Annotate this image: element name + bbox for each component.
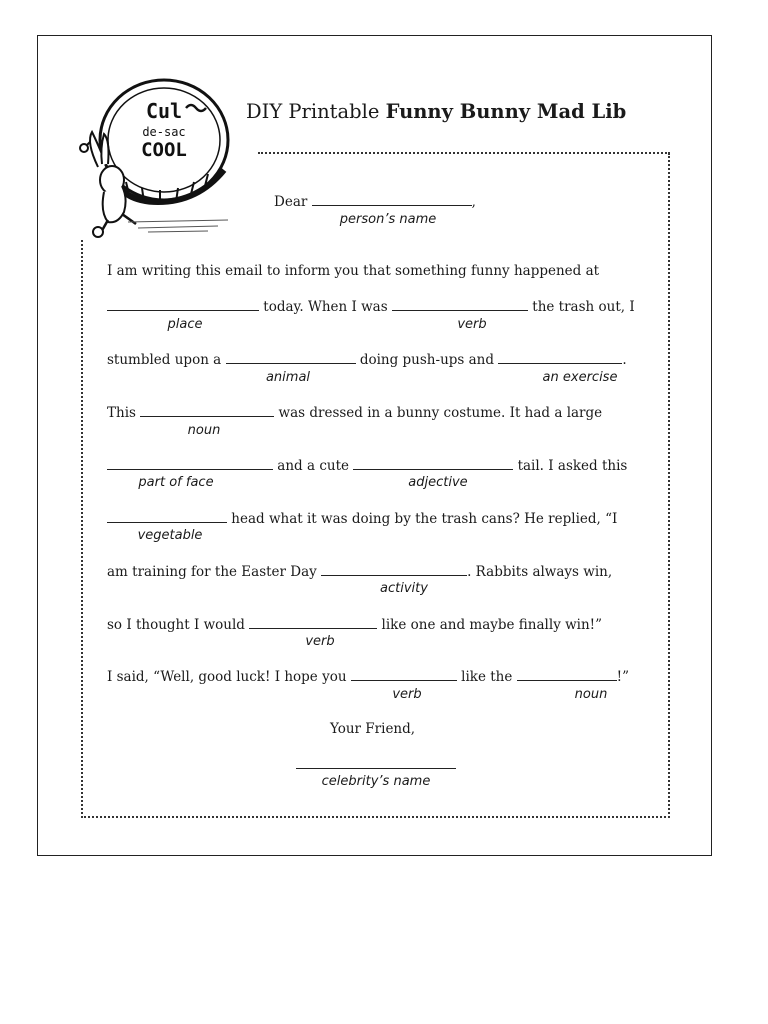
- greeting-comma: ,: [471, 194, 476, 210]
- hint-adjective: adjective: [408, 475, 468, 490]
- title-prefix: DIY Printable: [246, 100, 386, 123]
- hint-verb-3: verb: [392, 687, 422, 702]
- logo-line1: Cul: [145, 99, 183, 123]
- story-text: doing push-ups and: [359, 352, 495, 368]
- story-text: like one and maybe finally win!”: [381, 617, 603, 633]
- greeting-text: Dear: [274, 194, 308, 210]
- blank-exercise[interactable]: [498, 351, 622, 364]
- hint-verb-2: verb: [305, 634, 335, 649]
- cul-de-sac-cool-logo: [78, 72, 238, 242]
- hint-activity: activity: [380, 581, 428, 596]
- blank-place[interactable]: [107, 298, 259, 311]
- page-title: [246, 100, 626, 123]
- story-line-3: [107, 351, 627, 368]
- story-text: so I thought I would: [107, 617, 245, 633]
- logo-line2: de-sac: [142, 125, 186, 139]
- story-text: tail. I asked this: [517, 458, 628, 474]
- blank-adjective[interactable]: [353, 457, 513, 470]
- story-line-5: [107, 457, 627, 474]
- logo-line3: COOL: [141, 139, 187, 161]
- story-text: !”: [616, 669, 629, 685]
- hint-noun-1: noun: [187, 423, 221, 438]
- blank-celebrity-name[interactable]: [296, 768, 456, 769]
- title-bold: Funny Bunny Mad Lib: [385, 100, 627, 123]
- story-line-8: [107, 616, 602, 633]
- blank-verb-1[interactable]: [392, 298, 528, 311]
- blank-verb-2[interactable]: [249, 616, 377, 629]
- hint-noun-2: noun: [574, 687, 608, 702]
- story-text: and a cute: [277, 458, 349, 474]
- story-text: . Rabbits always win,: [467, 564, 613, 580]
- story-line-4: [107, 404, 602, 421]
- blank-noun-2[interactable]: [517, 668, 617, 681]
- story-text: head what it was doing by the trash cans? He replied, “I: [231, 511, 618, 527]
- story-text: I said, “Well, good luck! I hope you: [107, 669, 347, 685]
- hint-person-name: person’s name: [339, 212, 437, 227]
- story-text: .: [622, 352, 627, 368]
- greeting-line: [274, 193, 476, 210]
- hint-animal: animal: [265, 370, 311, 385]
- story-text: was dressed in a bunny costume. It had a large: [278, 405, 603, 421]
- story-line-2: [107, 298, 635, 315]
- blank-verb-3[interactable]: [351, 668, 457, 681]
- story-line-7: [107, 563, 612, 580]
- dotted-border-left: [81, 240, 83, 818]
- story-text: This: [107, 405, 136, 421]
- story-text: the trash out, I: [532, 299, 635, 315]
- hint-vegetable: vegetable: [137, 528, 203, 543]
- story-line-9: [107, 668, 629, 685]
- blank-vegetable[interactable]: [107, 510, 227, 523]
- story-line-1: I am writing this email to inform you that something funny happened at: [107, 263, 600, 279]
- blank-animal[interactable]: [226, 351, 356, 364]
- story-text: am training for the Easter Day: [107, 564, 317, 580]
- blank-person-name[interactable]: [312, 193, 472, 206]
- blank-part-of-face[interactable]: [107, 457, 273, 470]
- blank-activity[interactable]: [321, 563, 467, 576]
- hint-part-of-face: part of face: [138, 475, 214, 490]
- story-text: stumbled upon a: [107, 352, 222, 368]
- story-text: like the: [461, 669, 513, 685]
- story-line-6: [107, 510, 617, 527]
- hint-exercise: an exercise: [542, 370, 618, 385]
- hint-celebrity-name: celebrity’s name: [321, 774, 431, 789]
- hint-verb-1: verb: [457, 317, 487, 332]
- story-text: today. When I was: [263, 299, 388, 315]
- blank-noun-1[interactable]: [140, 404, 274, 417]
- hint-place: place: [167, 317, 203, 332]
- closing-text: Your Friend,: [330, 721, 416, 737]
